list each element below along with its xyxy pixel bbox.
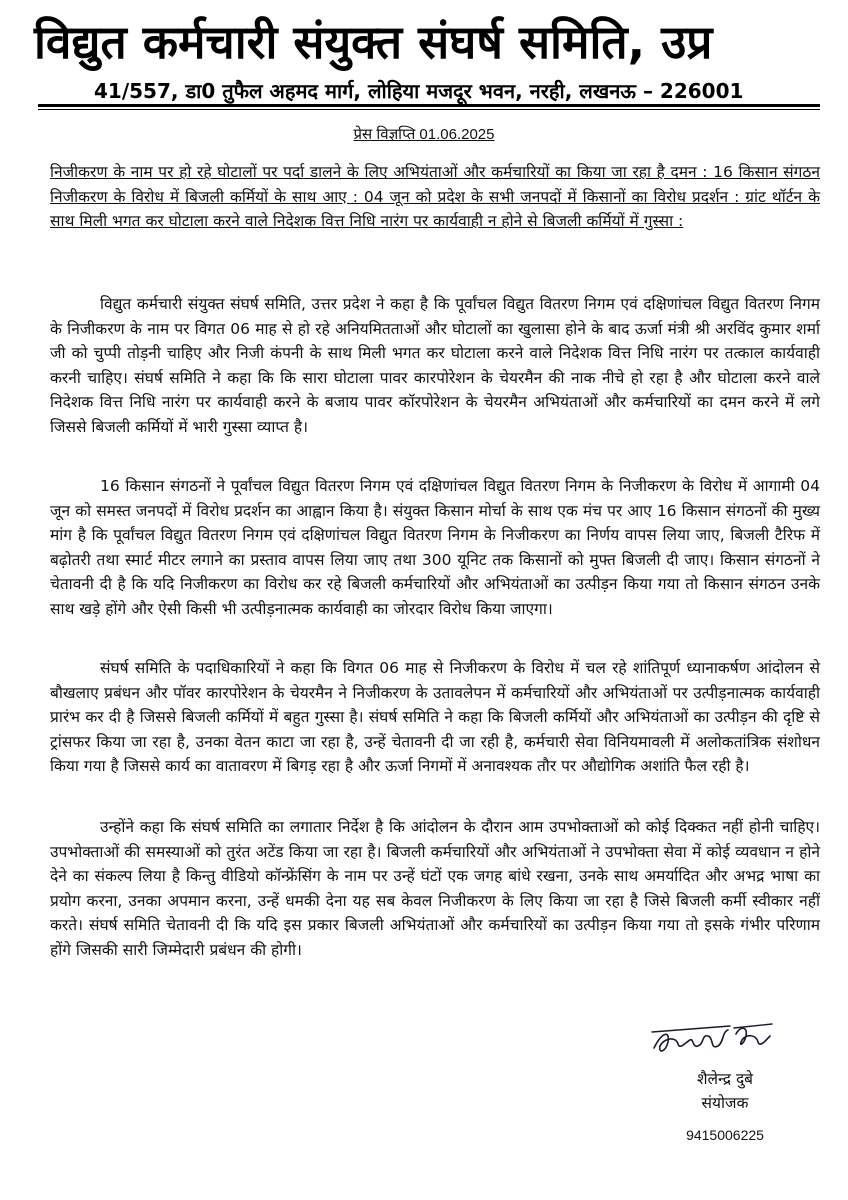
- signatory-role: संयोजक: [701, 1094, 749, 1112]
- headline: [50, 160, 820, 234]
- signatory-phone: 9415006225: [686, 1127, 764, 1143]
- header-divider-thin: [38, 109, 820, 110]
- press-release-title-text: प्रेस विज्ञप्ति 01.06.2025: [353, 126, 495, 143]
- signatory-name: शैलेन्द्र दुबे: [696, 1070, 754, 1088]
- headline-text: निजीकरण के नाम पर हो रहे घोटालों पर पर्दा डालने के लिए अभियंताओं और कर्मचारियों का किया जा रहा है दमन : 16 किसान संगठन निजीकरण के विरोध में बिजली कर्मियों के साथ आए : 04 जून को प्रदेश के सभी जनपदों में किसानों का विरोध प्रदर्शन : ग्रांट थॉर्टन के साथ मिली भगत कर घोटाला करने वाले निदेशक वित्त निधि नारंग पर कार्यवाही न होने से बिजली कर्मियों में गुस्सा :: [50, 163, 820, 230]
- header-divider: [38, 104, 820, 107]
- body-paragraph-1: विद्युत कर्मचारी संयुक्त संघर्ष समिति, उत्तर प्रदेश ने कहा है कि पूर्वांचल विद्युत वितरण निगम एवं दक्षिणांचल विद्युत वितरण निगम के निजीकरण के नाम पर विगत 06 माह से हो रहे अनियमितताओं और घोटालों का खुलासा होने के बाद ऊर्जा मंत्री श्री अरविंद कुमार शर्मा जी को चुप्पी तोड़नी चाहिए और निजी कंपनी के साथ मिली भगत कर घोटाला करने वाले निदेशक वित्त निधि नारंग पर तत्काल कार्यवाही करनी चाहिए। संघर्ष समिति ने कहा कि कि सारा घोटाला पावर कारपोरेशन के चेयरमैन की नाक नीचे हो रहा है और घोटाला करने वाले निदेशक वित्त निधि नारंग पर कार्यवाही करने के बजाय पावर कॉरपोरेशन के चेयरमैन अभियंताओं और कर्मचारियों का दमन करने में लगे जिससे बिजली कर्मियों में भारी गुस्सा व्याप्त है।: [50, 295, 820, 436]
- organization-name: विद्युत कर्मचारी संयुक्त संघर्ष समिति, उप्र: [34, 15, 713, 69]
- body-paragraph-2: 16 किसान संगठनों ने पूर्वांचल विद्युत वितरण निगम एवं दक्षिणांचल विद्युत वितरण निगम के निजीकरण के विरोध में आगामी 04 जून को समस्त जनपदों में विरोध प्रदर्शन का आह्वान किया है। संयुक्त किसान मोर्चा के साथ एक मंच पर आए 16 किसान संगठनों की मुख्य मांग है कि पूर्वांचल विद्युत वितरण निगम एवं दक्षिणांचल विद्युत वितरण निगम के निजीकरण का निर्णय वापस लिया जाए, बिजली टैरिफ में बढ़ोतरी तथा स्मार्ट मीटर लगाने का प्रस्ताव वापस लिया जाए तथा 300 यूनिट तक किसानों को मुफ्त बिजली दी जाए। किसान संगठनों ने चेतावनी दी है कि यदि निजीकरण का विरोध कर रहे बिजली कर्मचारियों और अभियंताओं का उत्पीड़न किया गया तो किसान संगठन उनके साथ खड़े होंगे और ऐसी किसी भी उत्पीड़नात्मक कार्यवाही का जोरदार विरोध किया जाएगा।: [50, 477, 820, 618]
- body-paragraph-3: संघर्ष समिति के पदाधिकारियों ने कहा कि विगत 06 माह से निजीकरण के विरोध में चल रहे शांतिपूर्ण ध्यानाकर्षण आंदोलन से बौखलाए प्रबंधन और पॉवर कारपोरेशन के चेयरमैन ने निजीकरण के उतावलेपन में कर्मचारियों और अभियंताओं पर उत्पीड़नात्मक कार्यवाही प्रारंभ कर दी है जिससे बिजली कर्मियों में बहुत गुस्सा है। संघर्ष समिति ने कहा कि बिजली कर्मियों और अभियंताओं का उत्पीड़न की दृष्टि से ट्रांसफर किया जा रहा है, उनका वेतन काटा जा रहा है, उन्हें चेतावनी दी जा रही है, कर्मचारी सेवा विनियमावली में अलोकतांत्रिक संशोधन किया गया है जिससे कार्य का वातावरण में बिगड़ रहा है और ऊर्जा निगमों में अनावश्यक तौर पर औद्योगिक अशांति फैल रही है।: [50, 659, 820, 775]
- organization-address: 41/557, डा0 तुफैल अहमद मार्ग, लोहिया मजदूर भवन, नरही, लखनऊ – 226001: [94, 79, 744, 103]
- handwritten-signature: [648, 1012, 778, 1062]
- body-paragraph-4: उन्होंने कहा कि संघर्ष समिति का लगातार निर्देश है कि आंदोलन के दौरान आम उपभोक्ताओं को कोई दिक्कत नहीं होनी चाहिए। उपभोक्ताओं की समस्याओं को तुरंत अटेंड किया जा रहा है। बिजली कर्मचारियों और अभियंताओं ने उपभोक्ता सेवा में कोई व्यवधान न होने देने का संकल्प लिया है किन्तु वीडियो कॉन्फ्रेंसिंग के नाम पर उन्हें घंटों एक जगह बांधे रखना, उनके साथ अमर्यादित और अभद्र भाषा का प्रयोग करना, उनका अपमान करना, उन्हें धमकी देना यह सब केवल निजीकरण के लिए किया जा रहा है जिसे बिजली कर्मी स्वीकार नहीं करते। संघर्ष समिति चेतावनी दी कि यदि इस प्रकार बिजली अभियंताओं और कर्मचारियों का उत्पीड़न किया गया तो इसके गंभीर परिणाम होंगे जिसकी सारी जिम्मेदारी प्रबंधन की होगी।: [50, 818, 820, 959]
- press-release-title: [0, 124, 848, 146]
